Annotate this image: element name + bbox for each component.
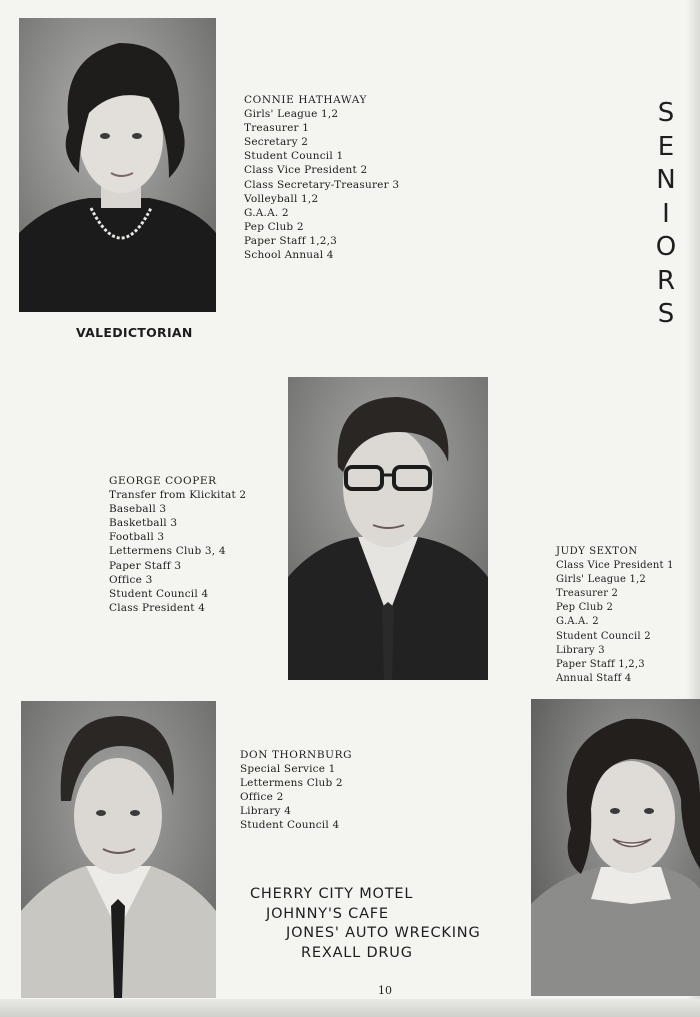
- sponsor-line: REXALL DRUG: [301, 944, 413, 961]
- activity-item: Lettermens Club 2: [240, 777, 343, 790]
- activity-item: G.A.A. 2: [556, 616, 599, 628]
- activity-item: Class Secretary-Treasurer 3: [244, 178, 400, 191]
- page-bottom-edge: [0, 999, 700, 1017]
- sponsor-list: [250, 885, 481, 963]
- title-letter: O: [655, 232, 677, 262]
- activity-item: Treasurer 2: [556, 588, 619, 600]
- activity-item: Office 2: [240, 791, 284, 804]
- student-name: CONNIE HATHAWAY: [244, 94, 368, 106]
- title-letter: S: [657, 299, 675, 329]
- activity-item: Volleyball 1,2: [244, 192, 319, 205]
- sponsor-line: JONES' AUTO WRECKING: [286, 925, 481, 941]
- student-name: JUDY SEXTON: [556, 546, 638, 557]
- activity-item: Special Service 1: [240, 763, 336, 776]
- activity-item: Library 3: [556, 644, 605, 656]
- judy-sexton-photo: [531, 699, 700, 996]
- george-cooper-photo: [288, 377, 488, 680]
- activity-item: Paper Staff 3: [109, 559, 182, 572]
- activity-item: Library 4: [240, 805, 292, 818]
- activity-item: School Annual 4: [244, 249, 334, 262]
- activity-item: Treasurer 1: [244, 122, 310, 135]
- student-name: GEORGE COOPER: [109, 475, 217, 487]
- activity-item: Baseball 3: [109, 503, 167, 516]
- activity-item: Paper Staff 1,2,3: [244, 234, 338, 247]
- activity-item: Class Vice President 1: [556, 560, 674, 572]
- don-thornburg-bio: [240, 748, 352, 833]
- activity-item: Lettermens Club 3, 4: [109, 545, 226, 558]
- title-letter: R: [656, 265, 676, 296]
- title-letter: E: [657, 131, 675, 162]
- title-letter: S: [657, 98, 675, 128]
- activity-item: Girls' League 1,2: [244, 108, 339, 121]
- sponsor-line: JOHNNY'S CAFE: [266, 905, 389, 922]
- judy-sexton-bio: [556, 545, 674, 686]
- sponsor-line: CHERRY CITY MOTEL: [250, 886, 414, 902]
- activity-item: Basketball 3: [109, 517, 178, 530]
- activity-item: Secretary 2: [244, 136, 309, 149]
- activity-item: Office 3: [109, 573, 153, 586]
- seniors-vertical-title: [648, 97, 684, 332]
- title-letter: I: [662, 198, 670, 229]
- activity-item: Student Council 2: [556, 630, 651, 642]
- connie-hathaway-photo: [19, 18, 216, 312]
- valedictorian-caption: VALEDICTORIAN: [76, 325, 193, 340]
- activity-item: Football 3: [109, 531, 165, 544]
- activity-item: Student Council 1: [244, 150, 344, 163]
- activity-item: Annual Staff 4: [556, 672, 632, 684]
- activity-item: Pep Club 2: [244, 220, 304, 233]
- activity-item: Student Council 4: [240, 819, 340, 832]
- activity-item: Girls' League 1,2: [556, 574, 646, 586]
- student-name: DON THORNBURG: [240, 749, 353, 761]
- activity-item: Student Council 4: [109, 587, 209, 600]
- connie-hathaway-bio: [244, 93, 399, 262]
- activity-item: Transfer from Klickitat 2: [109, 489, 247, 502]
- activity-item: Pep Club 2: [556, 602, 614, 614]
- activity-item: Paper Staff 1,2,3: [556, 658, 645, 670]
- page-number: 10: [378, 984, 392, 997]
- title-letter: N: [656, 165, 676, 195]
- activity-item: Class Vice President 2: [244, 164, 368, 177]
- don-thornburg-photo: [21, 701, 216, 998]
- george-cooper-bio: [109, 474, 246, 615]
- activity-item: Class President 4: [109, 601, 206, 614]
- activity-item: G.A.A. 2: [244, 206, 289, 219]
